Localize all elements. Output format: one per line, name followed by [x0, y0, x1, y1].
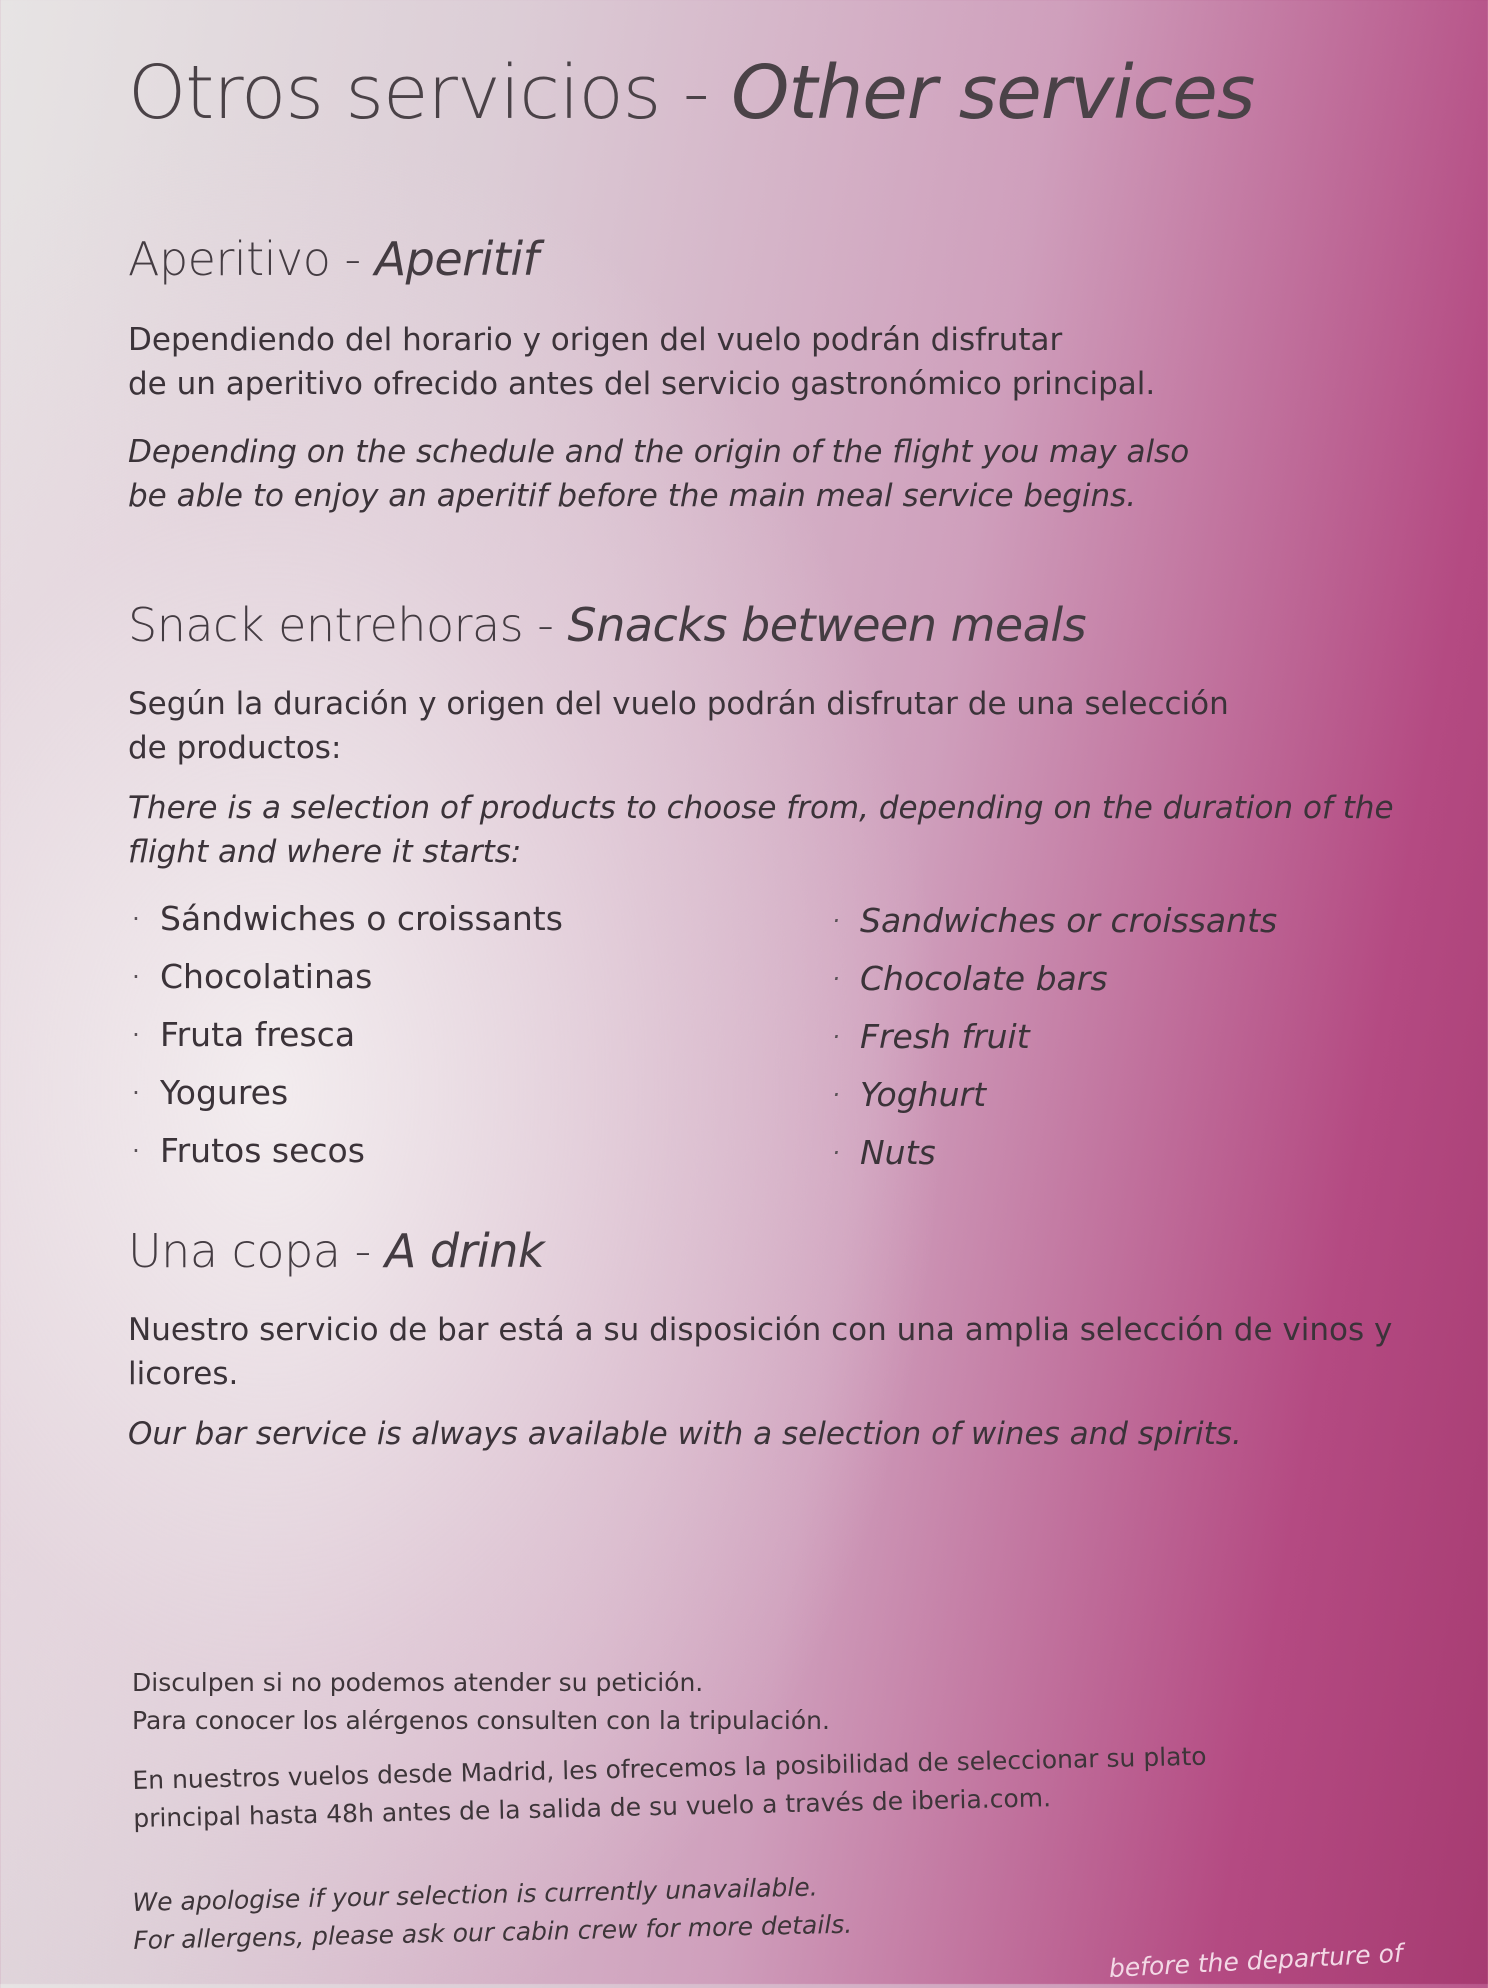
aperitivo-text-es — [128, 318, 1428, 406]
aperitivo-text-en-line1: Depending on the schedule and the origin of the flight you may also — [128, 434, 1190, 470]
list-item-label: Yogures — [160, 1073, 289, 1112]
snacks-list-es — [128, 890, 563, 1180]
bullet-icon: · — [132, 963, 140, 991]
footer-madrid-es-line1: En nuestros vuelos desde Madrid, les ofrecemos la posibilidad de seleccionar su plato — [132, 1741, 1207, 1795]
drink-text-es-line1: Nuestro servicio de bar está a su disposición con una amplia selección de vinos y — [128, 1312, 1393, 1348]
aperitivo-text-en-line2: be able to enjoy an aperitif before the main meal service begins. — [128, 478, 1137, 514]
bullet-icon: · — [132, 905, 140, 933]
list-item — [828, 950, 1277, 1008]
aperitivo-heading — [128, 232, 538, 286]
footer-allergens-es-line: Para conocer los alérgenos consulten con la tripulación. — [132, 1706, 830, 1735]
footer-apology-es — [132, 1664, 830, 1740]
footer-apology-en — [132, 1868, 853, 1960]
footer-apology-es-line: Disculpen si no podemos atender su petición. — [132, 1668, 704, 1697]
snacks-text-es — [128, 682, 1428, 770]
bullet-icon: · — [132, 1137, 140, 1165]
snacks-text-es-line2: de productos: — [128, 730, 342, 766]
list-item-label: Nuts — [860, 1133, 936, 1172]
bullet-icon: · — [132, 1079, 140, 1107]
aperitivo-text-es-line1: Dependiendo del horario y origen del vuelo podrán disfrutar — [128, 322, 1063, 358]
bullet-icon: · — [832, 1139, 840, 1167]
list-item-label: Yoghurt — [860, 1075, 987, 1114]
footer-madrid-es — [132, 1738, 1208, 1838]
drink-text-es — [128, 1308, 1428, 1396]
list-item — [828, 892, 1277, 950]
bullet-icon: · — [832, 1081, 840, 1109]
list-item — [128, 1122, 563, 1180]
drink-heading — [128, 1224, 544, 1278]
list-item — [828, 1124, 1277, 1182]
aperitivo-text-es-line2: de un aperitivo ofrecido antes del servicio gastronómico principal. — [128, 366, 1156, 402]
list-item — [828, 1008, 1277, 1066]
drink-text-en-line: Our bar service is always available with a selection of wines and spirits. — [128, 1416, 1242, 1452]
list-item-label: Fresh fruit — [860, 1017, 1030, 1056]
bullet-icon: · — [832, 965, 840, 993]
list-item — [128, 1064, 563, 1122]
list-item-label: Sándwiches o croissants — [160, 899, 563, 938]
bullet-icon: · — [132, 1021, 140, 1049]
aperitivo-heading-es: Aperitivo - — [128, 232, 375, 286]
snacks-list-en — [828, 892, 1277, 1182]
aperitivo-heading-en: Aperitif — [374, 232, 539, 286]
page-title-es: Otros servicios - — [128, 50, 732, 136]
snacks-text-es-line1: Según la duración y origen del vuelo podrán disfrutar de una selección — [128, 686, 1229, 722]
page-title-en: Other services — [731, 50, 1255, 136]
list-item — [128, 890, 563, 948]
snacks-heading-en: Snacks between meals — [567, 598, 1087, 652]
footer-madrid-es-line2: principal hasta 48h antes de la salida de su vuelo a través de iberia.com. — [132, 1783, 1052, 1833]
list-item-label: Chocolate bars — [860, 959, 1108, 998]
drink-heading-es: Una copa - — [128, 1224, 385, 1278]
list-item-label: Chocolatinas — [160, 957, 373, 996]
snacks-text-en-line1: There is a selection of products to choose from, depending on the duration of the — [128, 790, 1394, 826]
bullet-icon: · — [832, 1023, 840, 1051]
footer-allergens-en-line: For allergens, please ask our cabin crew for more details. — [132, 1909, 853, 1955]
list-item-label: Sandwiches or croissants — [860, 901, 1278, 940]
list-item-label: Fruta fresca — [160, 1015, 356, 1054]
drink-heading-en: A drink — [384, 1224, 545, 1278]
snacks-text-en — [128, 786, 1428, 874]
drink-text-es-line2: licores. — [128, 1356, 239, 1392]
snacks-heading — [128, 598, 1086, 652]
bullet-icon: · — [832, 907, 840, 935]
list-item — [828, 1066, 1277, 1124]
aperitivo-text-en — [128, 430, 1428, 518]
list-item-label: Frutos secos — [160, 1131, 365, 1170]
footer-cutoff-en-line: before the departure of — [1108, 1938, 1404, 1983]
footer-cutoff-en — [1108, 1935, 1404, 1988]
list-item — [128, 1006, 563, 1064]
list-item — [128, 948, 563, 1006]
snacks-text-en-line2: flight and where it starts: — [128, 834, 522, 870]
drink-text-en — [128, 1412, 1428, 1456]
footer-apology-en-line: We apologise if your selection is currently unavailable. — [132, 1872, 818, 1917]
snacks-heading-es: Snack entrehoras - — [128, 598, 568, 652]
page-title — [128, 50, 1254, 136]
